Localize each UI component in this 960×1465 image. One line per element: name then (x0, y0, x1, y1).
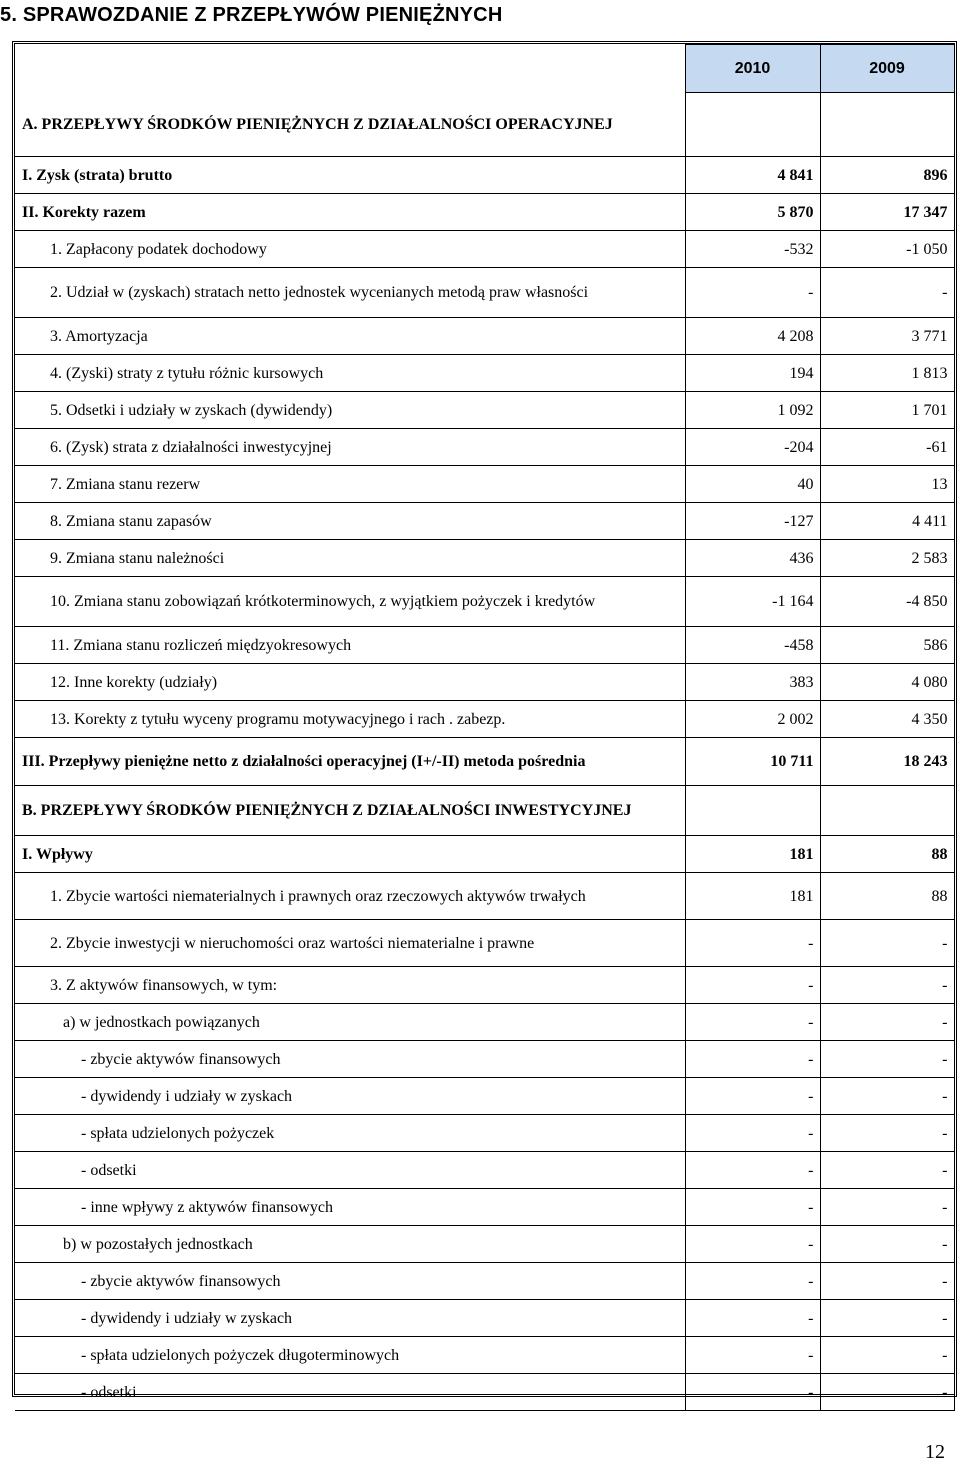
value-2009: - (820, 1152, 954, 1189)
value-2010: - (685, 967, 820, 1004)
value-2010: 40 (685, 466, 820, 503)
value-2010: 5 870 (685, 194, 820, 231)
value-2010: - (685, 1263, 820, 1300)
row-label: - inne wpływy z aktywów finansowych (15, 1189, 685, 1226)
value-2009: 18 243 (820, 738, 954, 786)
value-2010: 194 (685, 355, 820, 392)
table-row (15, 318, 954, 355)
row-label: 6. (Zysk) strata z działalności inwestycyjnej (15, 429, 685, 466)
row-label: 5. Odsetki i udziały w zyskach (dywidendy) (15, 392, 685, 429)
value-2009: 1 701 (820, 392, 954, 429)
value-2009: 3 771 (820, 318, 954, 355)
value-2010: - (685, 1374, 820, 1411)
table-row (15, 466, 954, 503)
table-row (15, 231, 954, 268)
value-2010 (685, 786, 820, 836)
table-row (15, 786, 954, 836)
value-2009: - (820, 1078, 954, 1115)
row-label: 13. Korekty z tytułu wyceny programu motywacyjnego i rach . zabezp. (15, 701, 685, 738)
table-row (15, 738, 954, 786)
table-row (15, 1004, 954, 1041)
value-2009: 4 350 (820, 701, 954, 738)
page-number: 12 (925, 1441, 945, 1463)
row-label: - spłata udzielonych pożyczek (15, 1115, 685, 1152)
value-2010: - (685, 1189, 820, 1226)
table-row (15, 1263, 954, 1300)
value-2009: - (820, 920, 954, 967)
row-label: b) w pozostałych jednostkach (15, 1226, 685, 1263)
table-row (15, 1189, 954, 1226)
value-2010: - (685, 1300, 820, 1337)
cash-flow-table-frame (12, 41, 957, 1401)
header-row (15, 45, 954, 93)
row-label: 2. Zbycie inwestycji w nieruchomości oraz wartości niematerialne i prawne (15, 920, 685, 967)
table-row (15, 157, 954, 194)
row-label: 9. Zmiana stanu należności (15, 540, 685, 577)
table-row (15, 577, 954, 627)
row-label: 1. Zbycie wartości niematerialnych i prawnych oraz rzeczowych aktywów trwałych (15, 873, 685, 920)
row-label: a) w jednostkach powiązanych (15, 1004, 685, 1041)
value-2010: 4 208 (685, 318, 820, 355)
value-2010: - (685, 1078, 820, 1115)
value-2009: 896 (820, 157, 954, 194)
value-2009: 1 813 (820, 355, 954, 392)
row-label: 10. Zmiana stanu zobowiązań krótkoterminowych, z wyjątkiem pożyczek i kredytów (15, 577, 685, 627)
row-label: I. Wpływy (15, 836, 685, 873)
value-2009 (820, 786, 954, 836)
value-2010: 1 092 (685, 392, 820, 429)
table-row (15, 701, 954, 738)
year-header-2010: 2010 (685, 45, 820, 93)
value-2010: - (685, 1337, 820, 1374)
row-label: - dywidendy i udziały w zyskach (15, 1078, 685, 1115)
value-2009: 4 411 (820, 503, 954, 540)
row-label: - spłata udzielonych pożyczek długoterminowych (15, 1337, 685, 1374)
table-row (15, 873, 954, 920)
row-label: 12. Inne korekty (udziały) (15, 664, 685, 701)
row-label: III. Przepływy pieniężne netto z działalności operacyjnej (I+/-II) metoda pośrednia (15, 738, 685, 786)
value-2010: - (685, 268, 820, 318)
table-row (15, 429, 954, 466)
row-label: 8. Zmiana stanu zapasów (15, 503, 685, 540)
cash-flow-table (15, 44, 955, 1411)
value-2009: 13 (820, 466, 954, 503)
value-2009: - (820, 1004, 954, 1041)
row-label: 3. Z aktywów finansowych, w tym: (15, 967, 685, 1004)
row-label: II. Korekty razem (15, 194, 685, 231)
row-label: - odsetki (15, 1374, 685, 1411)
table-row (15, 93, 954, 157)
value-2010: - (685, 1115, 820, 1152)
row-label: I. Zysk (strata) brutto (15, 157, 685, 194)
row-label: - zbycie aktywów finansowych (15, 1263, 685, 1300)
value-2010: -458 (685, 627, 820, 664)
value-2009: - (820, 1300, 954, 1337)
value-2009: 4 080 (820, 664, 954, 701)
row-label: B. PRZEPŁYWY ŚRODKÓW PIENIĘŻNYCH Z DZIAŁALNOŚCI INWESTYCYJNEJ (15, 786, 685, 836)
table-row (15, 1226, 954, 1263)
value-2009: -61 (820, 429, 954, 466)
table-row (15, 1115, 954, 1152)
row-label: - odsetki (15, 1152, 685, 1189)
value-2009: - (820, 967, 954, 1004)
value-2009: - (820, 1041, 954, 1078)
value-2009: 2 583 (820, 540, 954, 577)
value-2009: - (820, 1189, 954, 1226)
value-2010: -532 (685, 231, 820, 268)
table-row (15, 627, 954, 664)
value-2010: 2 002 (685, 701, 820, 738)
row-label: 4. (Zyski) straty z tytułu różnic kursowych (15, 355, 685, 392)
row-label: - dywidendy i udziały w zyskach (15, 1300, 685, 1337)
value-2010: 4 841 (685, 157, 820, 194)
value-2009: - (820, 1337, 954, 1374)
value-2010: -204 (685, 429, 820, 466)
row-label: A. PRZEPŁYWY ŚRODKÓW PIENIĘŻNYCH Z DZIAŁALNOŚCI OPERACYJNEJ (15, 93, 685, 157)
value-2009: - (820, 1115, 954, 1152)
value-2010: - (685, 1041, 820, 1078)
value-2010: 181 (685, 873, 820, 920)
value-2010: -127 (685, 503, 820, 540)
value-2010: - (685, 920, 820, 967)
row-label: 7. Zmiana stanu rezerw (15, 466, 685, 503)
table-row (15, 1152, 954, 1189)
table-row (15, 503, 954, 540)
table-row (15, 967, 954, 1004)
row-label: 11. Zmiana stanu rozliczeń międzyokresowych (15, 627, 685, 664)
value-2010: - (685, 1152, 820, 1189)
value-2010: 383 (685, 664, 820, 701)
section-title: 5. SPRAWOZDANIE Z PRZEPŁYWÓW PIENIĘŻNYCH (0, 4, 503, 26)
table-row (15, 392, 954, 429)
table-row (15, 1041, 954, 1078)
value-2010 (685, 93, 820, 157)
table-row (15, 355, 954, 392)
table-row (15, 268, 954, 318)
value-2009: - (820, 268, 954, 318)
table-row (15, 836, 954, 873)
value-2009: 88 (820, 873, 954, 920)
value-2010: - (685, 1004, 820, 1041)
table-row (15, 1337, 954, 1374)
table-row (15, 920, 954, 967)
value-2009: 586 (820, 627, 954, 664)
year-header-2009: 2009 (820, 45, 954, 93)
table-row (15, 1300, 954, 1337)
value-2010: 10 711 (685, 738, 820, 786)
value-2009: 88 (820, 836, 954, 873)
value-2010: - (685, 1226, 820, 1263)
value-2010: 436 (685, 540, 820, 577)
value-2009: - (820, 1263, 954, 1300)
value-2010: -1 164 (685, 577, 820, 627)
table-row (15, 1078, 954, 1115)
value-2009: - (820, 1374, 954, 1411)
table-row (15, 194, 954, 231)
value-2009: 17 347 (820, 194, 954, 231)
row-label: 2. Udział w (zyskach) stratach netto jednostek wycenianych metodą praw własności (15, 268, 685, 318)
row-label: - zbycie aktywów finansowych (15, 1041, 685, 1078)
value-2009: -4 850 (820, 577, 954, 627)
value-2009: - (820, 1226, 954, 1263)
table-row (15, 664, 954, 701)
value-2009: -1 050 (820, 231, 954, 268)
table-row (15, 1374, 954, 1411)
row-label: 1. Zapłacony podatek dochodowy (15, 231, 685, 268)
value-2010: 181 (685, 836, 820, 873)
value-2009 (820, 93, 954, 157)
header-blank-cell (15, 45, 685, 93)
row-label: 3. Amortyzacja (15, 318, 685, 355)
table-row (15, 540, 954, 577)
